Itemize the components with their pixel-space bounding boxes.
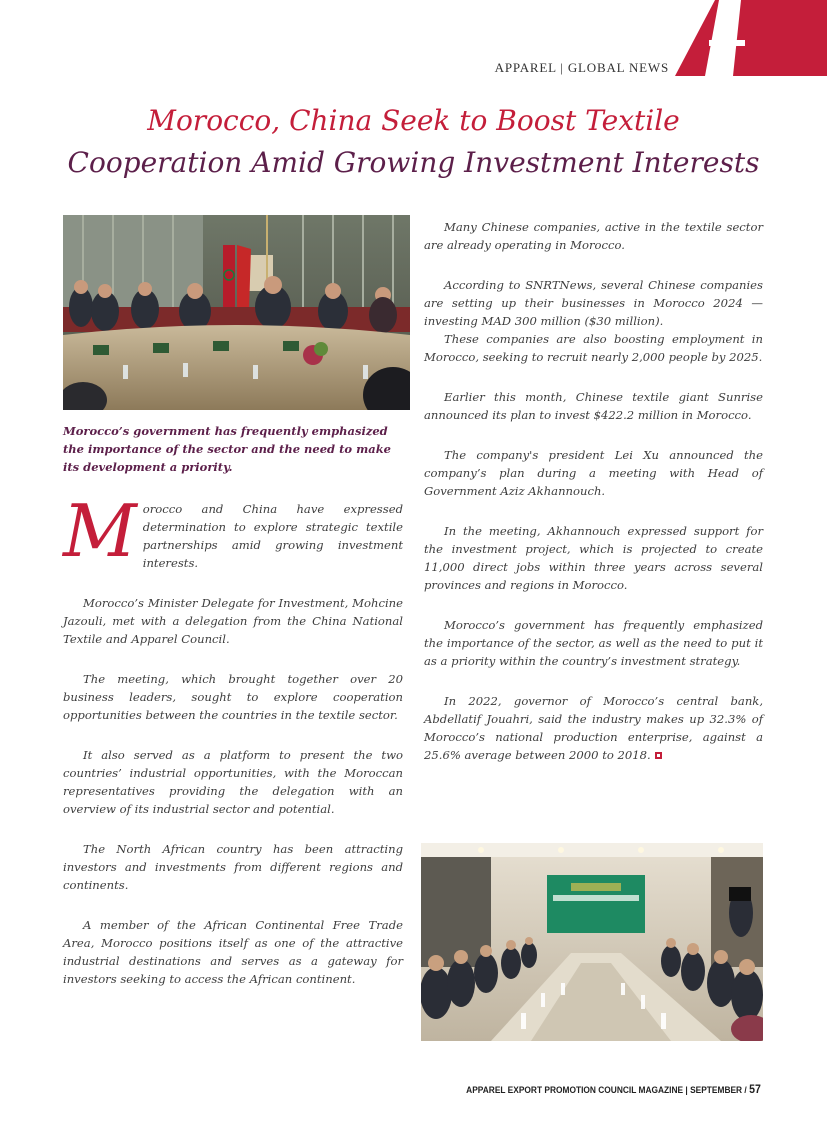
footer-separator: / [744, 1085, 747, 1096]
paragraph: Earlier this month, Chinese textile giant Sunrise announced its plan to invest $422.2 million in Morocco. [424, 390, 763, 422]
lead-paragraph [63, 489, 403, 573]
title-line-2: Cooperation Amid Growing Investment Interests [67, 146, 760, 179]
section-label: APPAREL | GLOBAL NEWS [494, 60, 669, 75]
conference-photo [421, 843, 763, 1041]
page-number: 57 [749, 1082, 761, 1096]
paragraph: Morocco’s Minister Delegate for Investment, Mohcine Jazouli, met with a delegation from the China National Textile and Apparel Council. [63, 596, 403, 646]
article-title [40, 100, 787, 184]
magazine-name: APPAREL EXPORT PROMOTION COUNCIL MAGAZINE | SEPTEMBER [466, 1085, 743, 1096]
paragraph: The North African country has been attracting investors and investments from different regions and continents. [63, 842, 403, 892]
paragraph: The meeting, which brought together over 20 business leaders, sought to explore cooperation opportunities between the countries in the textile sector. [63, 672, 403, 722]
magazine-logo [675, 0, 827, 76]
title-line-1: Morocco, China Seek to Boost Textile [147, 104, 680, 137]
paragraph: The company's president Lei Xu announced the company’s plan during a meeting with Head of Government Aziz Akhannouch. [424, 448, 763, 498]
right-column [424, 218, 763, 764]
meeting-photo [63, 215, 410, 410]
paragraph: In the meeting, Akhannouch expressed support for the investment project, which is projected to create 11,000 direct jobs within three years across several provinces and regions in Morocco. [424, 524, 763, 592]
paragraph: These companies are also boosting employment in Morocco, seeking to recruit nearly 2,000 people by 2025. [424, 332, 763, 364]
lead-text: orocco and China have expressed determination to explore strategic textile partnerships amid growing investment interests. [142, 502, 403, 570]
final-paragraph [424, 692, 763, 764]
paragraph-text: In 2022, governor of Morocco’s central bank, Abdellatif Jouahri, said the industry makes up 32.3% of Morocco’s national production enterprise, against a 25.6% average between 2000 to 2018. [424, 694, 763, 762]
paragraph: Morocco’s government has frequently emphasized the importance of the sector, as well as the need to put it as a priority within the country’s investment strategy. [424, 618, 763, 668]
end-of-article-icon [655, 752, 662, 759]
paragraph: Many Chinese companies, active in the textile sector are already operating in Morocco. [424, 220, 763, 252]
photo-caption: Morocco’s government has frequently emphasized the importance of the sector and the need to make its development a priority. [63, 424, 391, 474]
paragraph: A member of the African Continental Free Trade Area, Morocco positions itself as one of the attractive industrial destinations and serves as a gateway for investors seeking to access the African continent. [63, 918, 403, 986]
paragraph: According to SNRTNews, several Chinese companies are setting up their businesses in Morocco 2024 — investing MAD 300 million ($30 million). [424, 278, 763, 328]
drop-cap: M [63, 489, 137, 573]
left-column [63, 489, 403, 988]
paragraph: It also served as a platform to present the two countries’ industrial opportunities, with the Moroccan representatives providing the delegation with an overview of its industrial sector and potential. [63, 748, 403, 816]
page-footer [466, 1082, 761, 1096]
